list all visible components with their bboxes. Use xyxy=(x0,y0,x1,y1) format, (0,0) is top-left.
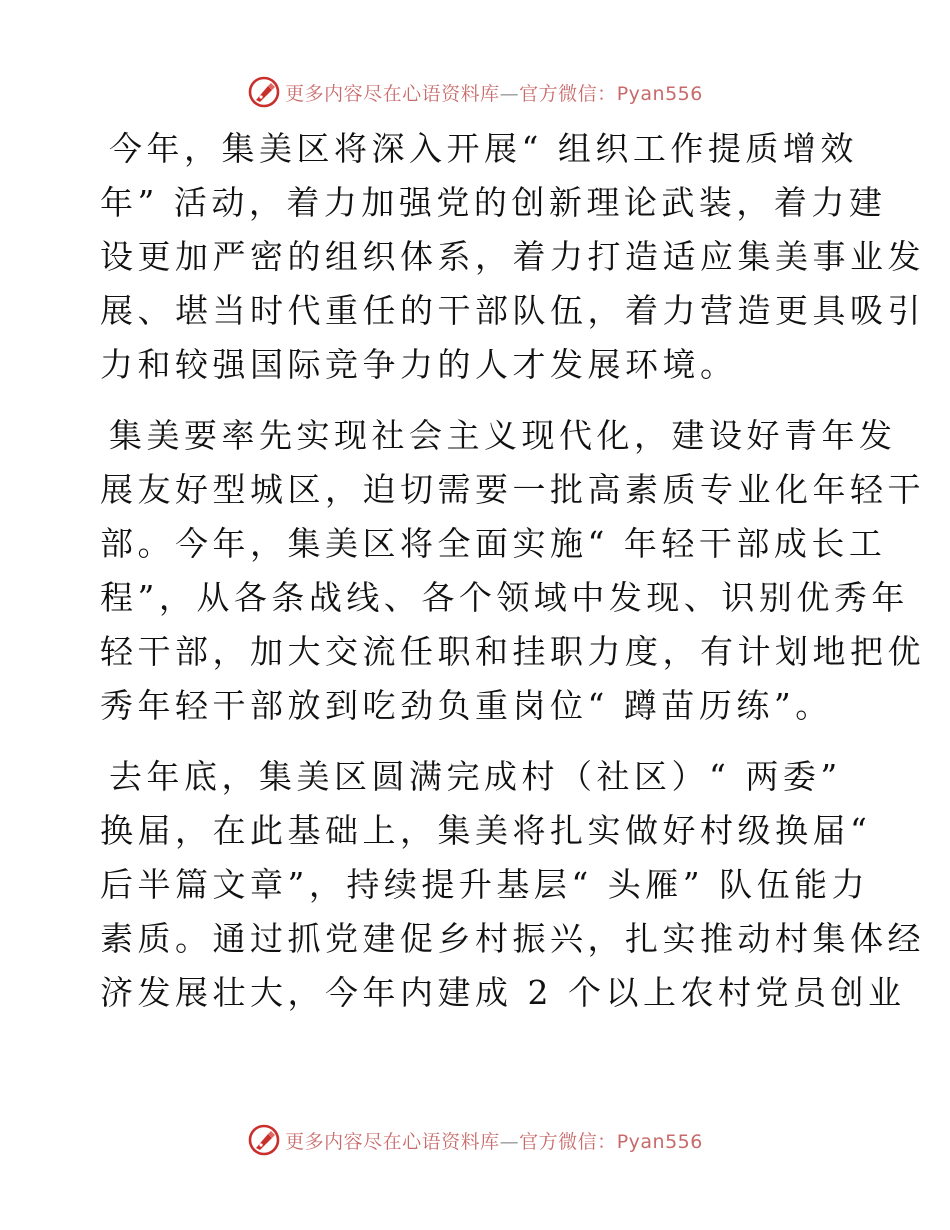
watermark-handle: Pyan556 xyxy=(616,1130,703,1153)
text-line: 程”，从各条战线、各个领域中发现、识别优秀年 xyxy=(100,578,909,617)
watermark-text xyxy=(285,1127,703,1154)
text-line: 设更加严密的组织体系，着力打造适应集美事业发 xyxy=(100,237,925,276)
text-line: 轻干部，加大交流任职和挂职力度，有计划地把优 xyxy=(100,632,925,671)
text-line: 后半篇文章”，持续提升基层“ 头雁” 队伍能力 xyxy=(100,865,870,904)
watermark-text xyxy=(285,79,703,106)
paragraph-3 xyxy=(100,750,925,1020)
text-line: 部。今年，集美区将全面实施“ 年轻干部成长工 xyxy=(100,524,887,563)
text-line: 展友好型城区，迫切需要一批高素质专业化年轻干 xyxy=(100,470,925,509)
watermark-slogan: 更多内容尽在心语资料库 xyxy=(285,1130,500,1153)
document-body xyxy=(100,122,925,1037)
watermark-label: 官方微信： xyxy=(519,82,617,105)
text-line: 今年，集美区将深入开展“ 组织工作提质增效 xyxy=(109,129,858,168)
watermark-banner-bottom xyxy=(0,1120,950,1160)
pen-nib-circle-icon xyxy=(247,1123,281,1157)
watermark-banner-top xyxy=(0,72,950,112)
watermark-handle: Pyan556 xyxy=(616,82,703,105)
text-line: 力和较强国际竞争力的人才发展环境。 xyxy=(100,345,738,384)
text-line: 集美要率先实现社会主义现代化，建设好青年发 xyxy=(109,416,897,455)
text-line: 展、堪当时代重任的干部队伍，着力营造更具吸引 xyxy=(100,291,925,330)
paragraph-1 xyxy=(100,122,925,392)
watermark-separator: — xyxy=(499,1130,520,1153)
text-line: 年” 活动，着力加强党的创新理论武装，着力建 xyxy=(100,183,887,222)
watermark-label: 官方微信： xyxy=(519,1130,617,1153)
text-line: 换届，在此基础上，集美将扎实做好村级换届“ xyxy=(100,811,872,850)
pen-nib-circle-icon xyxy=(247,75,281,109)
text-line: 素质。通过抓党建促乡村振兴，扎实推动村集体经 xyxy=(100,919,925,958)
text-line: 秀年轻干部放到吃劲负重岗位“ 蹲苗历练”。 xyxy=(100,686,833,725)
watermark-separator: — xyxy=(499,82,520,105)
text-line: 济发展壮大，今年内建成 2 个以上农村党员创业 xyxy=(100,973,906,1012)
watermark-slogan: 更多内容尽在心语资料库 xyxy=(285,82,500,105)
paragraph-2 xyxy=(100,409,925,733)
text-line: 去年底，集美区圆满完成村（社区）“ 两委” xyxy=(109,757,842,796)
